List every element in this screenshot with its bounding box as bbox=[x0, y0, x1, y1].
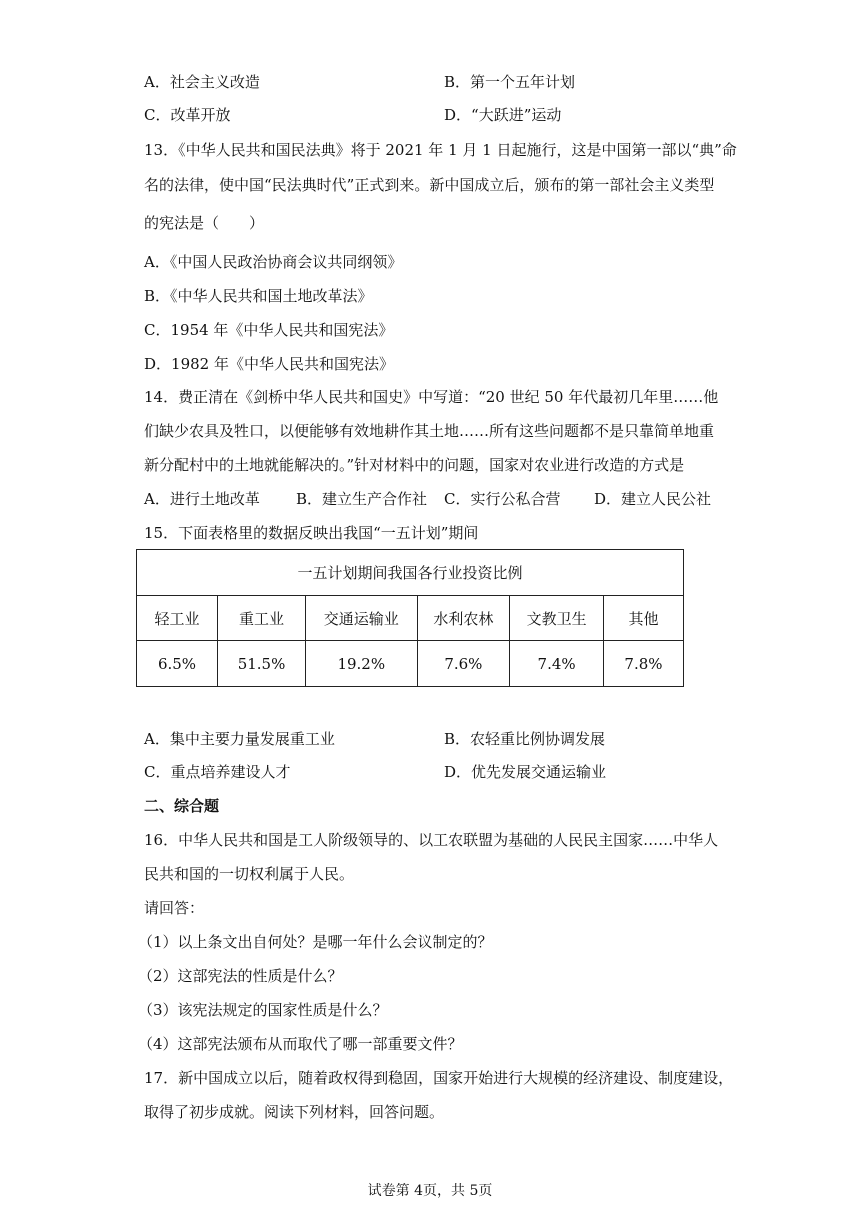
investment-table bbox=[136, 549, 684, 687]
q14-stem-line-2: 们缺少农具及牲口，以便能够有效地耕作其土地……所有这些问题都不是只靠简单地重 bbox=[144, 422, 715, 440]
q12-option-d: D．“大跃进”运动 bbox=[444, 106, 562, 124]
table-value-cell: 7.6% bbox=[417, 641, 510, 687]
q13-stem-line-3: 的宪法是（ ） bbox=[144, 214, 265, 232]
q15-stem: 15．下面表格里的数据反映出我国“一五计划”期间 bbox=[144, 524, 479, 542]
q14-option-d: D．建立人民公社 bbox=[594, 490, 712, 508]
q13-stem-line-1: 13．《中华人民共和国民法典》将于 2021 年 1 月 1 日起施行，这是中国第一部以“典”命 bbox=[144, 141, 737, 159]
q13-option-a: A．《中国人民政治协商会议共同纲领》 bbox=[144, 253, 403, 271]
q12-option-a: A．社会主义改造 bbox=[144, 73, 260, 91]
q16-stem-line-2: 民共和国的一切权利属于人民。 bbox=[144, 865, 355, 883]
q13-stem-line-2: 名的法律，使中国“民法典时代”正式到来。新中国成立后，颁布的第一部社会主义类型 bbox=[144, 176, 715, 194]
table-value-cell: 7.4% bbox=[510, 641, 604, 687]
page-footer: 试卷第 4页，共 5页 bbox=[367, 1183, 493, 1199]
q15-option-a: A．集中主要力量发展重工业 bbox=[144, 730, 335, 748]
q13-option-b: B．《中华人民共和国土地改革法》 bbox=[144, 287, 373, 305]
table-header-cell: 交通运输业 bbox=[306, 596, 417, 641]
table-header-cell: 文教卫生 bbox=[510, 596, 604, 641]
q15-option-c: C．重点培养建设人才 bbox=[144, 763, 291, 781]
q17-stem-line-2: 取得了初步成就。阅读下列材料，回答问题。 bbox=[144, 1103, 445, 1121]
table-value-cell: 51.5% bbox=[218, 641, 306, 687]
table-header-cell: 其他 bbox=[603, 596, 683, 641]
q16-sub-question: （1）以上条文出自何处？是哪一年什么会议制定的？ bbox=[138, 933, 493, 951]
q14-option-b: B．建立生产合作社 bbox=[296, 490, 428, 508]
q16-sub-question: （3）该宪法规定的国家性质是什么？ bbox=[138, 1001, 388, 1019]
q16-sub-question: （2）这部宪法的性质是什么？ bbox=[138, 967, 343, 985]
table-value-cell: 7.8% bbox=[603, 641, 683, 687]
table-value-cell: 19.2% bbox=[306, 641, 417, 687]
q12-option-c: C．改革开放 bbox=[144, 106, 231, 124]
table-value-cell: 6.5% bbox=[137, 641, 218, 687]
table-header-cell: 重工业 bbox=[218, 596, 306, 641]
q14-stem-line-3: 新分配村中的土地就能解决的。”针对材料中的问题，国家对农业进行改造的方式是 bbox=[144, 456, 685, 474]
q14-stem-line-1: 14．费正清在《剑桥中华人民共和国史》中写道：“20 世纪 50 年代最初几年里……他 bbox=[144, 388, 719, 406]
q13-option-d: D．1982 年《中华人民共和国宪法》 bbox=[144, 355, 394, 373]
q14-option-c: C．实行公私合营 bbox=[444, 490, 561, 508]
q14-option-a: A．进行土地改革 bbox=[144, 490, 260, 508]
section-title: 二、综合题 bbox=[144, 797, 220, 815]
q16-prompt: 请回答： bbox=[144, 899, 205, 917]
q15-option-d: D．优先发展交通运输业 bbox=[444, 763, 607, 781]
q16-sub-question: （4）这部宪法颁布从而取代了哪一部重要文件？ bbox=[138, 1035, 463, 1053]
table-header-cell: 轻工业 bbox=[137, 596, 218, 641]
q13-option-c: C．1954 年《中华人民共和国宪法》 bbox=[144, 321, 394, 339]
table-header-cell: 水利农林 bbox=[417, 596, 510, 641]
table-caption: 一五计划期间我国各行业投资比例 bbox=[137, 550, 684, 596]
q15-option-b: B．农轻重比例协调发展 bbox=[444, 730, 606, 748]
q16-stem-line-1: 16．中华人民共和国是工人阶级领导的、以工农联盟为基础的人民民主国家……中华人 bbox=[144, 831, 719, 849]
q17-stem-line-1: 17．新中国成立以后，随着政权得到稳固，国家开始进行大规模的经济建设、制度建设， bbox=[144, 1069, 734, 1087]
q12-option-b: B．第一个五年计划 bbox=[444, 73, 576, 91]
